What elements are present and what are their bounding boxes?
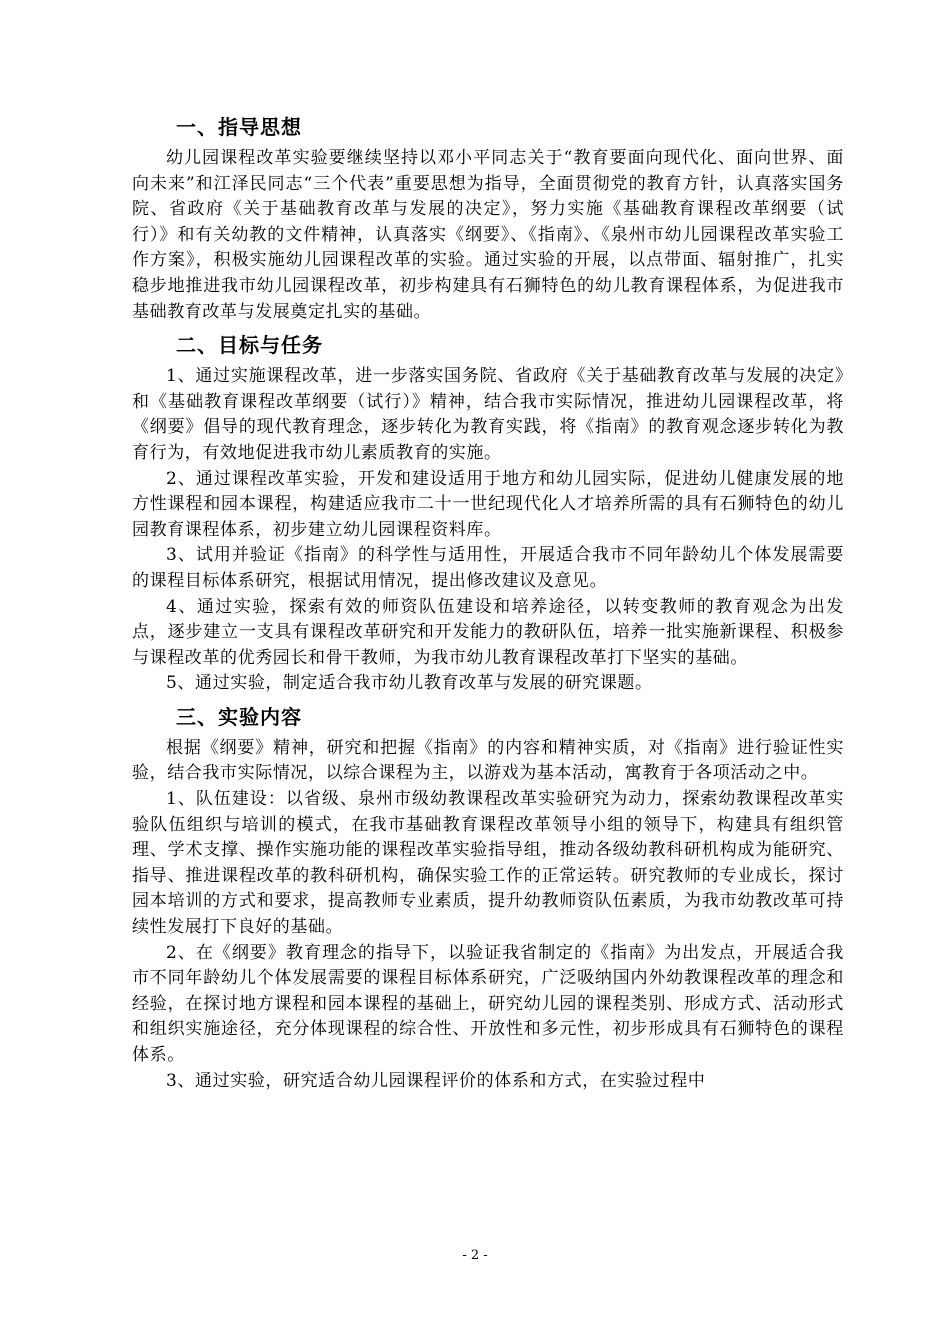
- section-heading-experiment-content: 三、实验内容: [176, 704, 302, 729]
- paragraph: 3、试用并验证《指南》的科学性与适用性，开展适合我市不同年龄幼儿个体发展需要的课程目标体系研究，根据试用情况，提出修改建议及意见。: [132, 545, 844, 591]
- paragraph: 幼儿园课程改革实验要继续坚持以邓小平同志关于“教育要面向现代化、面向世界、面向未来”和江泽民同志“三个代表”重要思想为指导，全面贯彻党的教育方针，认真落实国务院、省政府《关于基础教育改革与发展的决定》，努力实施《基础教育课程改革纲要（试行）》和有关幼教的文件精神，认真落实《纲要》、《指南》、《泉州市幼儿园课程改革实验工作方案》，积极实施幼儿园课程改革的实验。通过实验的开展，以点带面、辐射推广，扎实稳步地推进我市幼儿园课程改革，初步构建具有石狮特色的幼儿教育课程体系，为促进我市基础教育改革与发展奠定扎实的基础。: [132, 148, 844, 322]
- paragraph: 3、通过实验，研究适合幼儿园课程评价的体系和方式，在实验过程中: [166, 1070, 706, 1091]
- paragraph: 1、通过实施课程改革，进一步落实国务院、省政府《关于基础教育改革与发展的决定》和《基础教育课程改革纲要（试行）》精神，结合我市实际情况，推进幼儿园课程改革，将《纲要》倡导的现代教育理念，逐步转化为教育实践，将《指南》的教育观念逐步转化为教育行为，有效地促进我市幼儿素质教育的实施。: [132, 366, 844, 463]
- paragraph: 1、队伍建设：以省级、泉州市级幼教课程改革实验研究为动力，探索幼教课程改革实验队伍组织与培训的模式，在我市基础教育课程改革领导小组的领导下，构建具有组织管理、学术支撑、操作实施功能的课程改革实验指导组，推动各级幼教科研机构成为能研究、指导、推进课程改革的教科研机构，确保实验工作的正常运转。研究教师的专业成长，探讨园本培训的方式和要求，提高教师专业素质，提升幼教师资队伍素质，为我市幼教改革可持续性发展打下良好的基础。: [132, 789, 844, 938]
- paragraph: 2、通过课程改革实验，开发和建设适用于地方和幼儿园实际，促进幼儿健康发展的地方性课程和园本课程，构建适应我市二十一世纪现代化人才培养所需的具有石狮特色的幼儿园教育课程体系，初步建立幼儿园课程资料库。: [132, 468, 844, 540]
- section-heading-goals-tasks: 二、目标与任务: [176, 333, 323, 358]
- document-body: [132, 112, 844, 1094]
- paragraph: 5、通过实验，制定适合我市幼儿教育改革与发展的研究课题。: [166, 673, 653, 694]
- page-number: - 2 -: [462, 1248, 488, 1263]
- section-heading-guiding-ideology: 一、指导思想: [176, 115, 302, 139]
- paragraph: 2、在《纲要》教育理念的指导下，以验证我省制定的《指南》为出发点，开展适合我市不同年龄幼儿个体发展需要的课程目标体系研究，广泛吸纳国内外幼教课程改革的理念和经验，在探讨地方课程和园本课程的基础上，研究幼儿园的课程类别、形成方式、活动形式和组织实施途径，充分体现课程的综合性、开放性和多元性，初步形成具有石狮特色的课程体系。: [132, 942, 844, 1065]
- paragraph: 根据《纲要》精神，研究和把握《指南》的内容和精神实质，对《指南》进行验证性实验，结合我市实际情况，以综合课程为主，以游戏为基本活动，寓教育于各项活动之中。: [132, 737, 844, 784]
- paragraph: 4、通过实验，探索有效的师资队伍建设和培养途径，以转变教师的教育观念为出发点，逐步建立一支具有课程改革研究和开发能力的教研队伍，培养一批实施新课程、积极参与课程改革的优秀园长和骨干教师，为我市幼儿教育课程改革打下坚实的基础。: [132, 596, 844, 668]
